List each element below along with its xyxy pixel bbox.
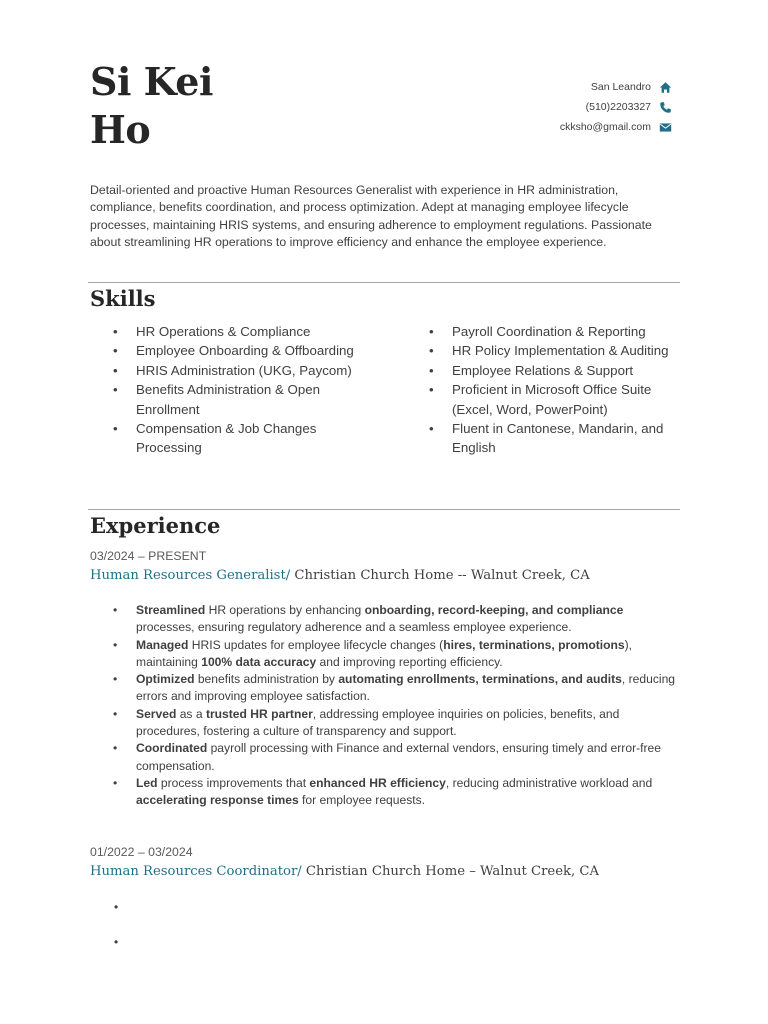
bullet-text: as a (176, 706, 206, 721)
bullet-text: ), maintaining (136, 637, 633, 669)
job-bullet (136, 740, 676, 775)
skill-item: • Employee Relations & Support (452, 361, 680, 380)
bullet-emphasis: Managed (136, 637, 189, 652)
bullet-emphasis: 100% data accuracy (201, 654, 317, 669)
contact-email (560, 117, 672, 137)
job-bullet (136, 706, 676, 741)
skill-item: • Employee Onboarding & Offboarding (136, 341, 371, 360)
name-line-1: Si Kei (90, 59, 213, 104)
phone-icon (659, 101, 672, 114)
skills-heading: Skills (90, 286, 156, 311)
professional-summary: Detail-oriented and proactive Human Resources Generalist with experience in HR administration, compliance, benefits coordination, and process optimization. Adept at managing employee lifecycle processes, maintaining HRIS systems, and ensuring adherence to employment regulations. Passionate about streamlining HR operations to improve efficiency and enhance the employee experience. (90, 183, 652, 249)
bullet-text: and improving reporting efficiency. (316, 654, 503, 669)
job-dates: 01/2022 – 03/2024 (90, 845, 193, 859)
empty-bullet: • (114, 935, 119, 949)
job-dates: 03/2024 – PRESENT (90, 549, 207, 563)
bullet-text: process improvements that (157, 775, 310, 790)
location-text: San Leandro (590, 81, 651, 93)
skill-item: • HRIS Administration (UKG, Paycom) (136, 361, 371, 380)
bullet-text: , reducing administrative workload and (445, 775, 653, 790)
candidate-name (90, 58, 213, 154)
bullet-text: , reducing errors and improving employee satisfaction. (136, 672, 676, 704)
job-bullet (136, 775, 676, 810)
skill-item: • HR Policy Implementation & Auditing (452, 341, 680, 360)
phone-text: (510)2203327 (585, 101, 651, 113)
skills-list-left (136, 322, 371, 458)
home-icon (659, 81, 672, 94)
experience-heading: Experience (90, 513, 221, 538)
job-bullet (136, 637, 676, 672)
skill-item: • Payroll Coordination & Reporting (452, 322, 680, 341)
job-company: Christian Church Home – Walnut Creek, CA (301, 864, 599, 879)
bullet-emphasis: onboarding, record-keeping, and compliance (364, 603, 624, 617)
job-title: Human Resources Coordinator/ (90, 864, 302, 879)
bullet-emphasis: Served (136, 706, 177, 721)
job-heading (90, 864, 599, 879)
bullet-emphasis: automating enrollments, terminations, and audits (338, 672, 622, 687)
bullet-emphasis: Optimized (136, 672, 195, 687)
bullet-text: HRIS updates for employee lifecycle changes ( (188, 637, 444, 652)
bullet-text: , addressing employee inquiries on policies, benefits, and procedures, fostering a culture of transparency and support. (136, 706, 620, 739)
job-company: Christian Church Home -- Walnut Creek, CA (290, 568, 590, 583)
bullet-text: for employee requests. (298, 793, 426, 808)
bullet-emphasis: Streamlined (136, 603, 206, 617)
bullet-emphasis: enhanced HR efficiency (309, 775, 446, 790)
skill-item: • Benefits Administration & Open Enrollment (136, 380, 371, 419)
job-title: Human Resources Generalist/ (90, 568, 291, 583)
contact-block (560, 77, 672, 137)
skill-item: • Proficient in Microsoft Office Suite (Excel, Word, PowerPoint) (452, 380, 680, 419)
section-divider (88, 509, 680, 510)
skill-item: • HR Operations & Compliance (136, 322, 371, 341)
name-line-2: Ho (90, 107, 151, 152)
bullet-emphasis: Coordinated (136, 741, 208, 756)
skill-item: • Compensation & Job Changes Processing (136, 419, 371, 458)
email-text[interactable]: ckksho@gmail.com (559, 121, 651, 133)
email-icon (659, 121, 672, 134)
job-bullet (136, 671, 676, 706)
skill-item: • Fluent in Cantonese, Mandarin, and English (452, 419, 680, 458)
bullet-emphasis: trusted HR partner (205, 706, 313, 721)
contact-phone (560, 97, 672, 117)
bullet-emphasis: Led (136, 775, 158, 790)
bullet-emphasis: accelerating response times (136, 793, 299, 808)
bullet-text: benefits administration by (194, 672, 339, 687)
section-divider (88, 282, 680, 283)
contact-location (560, 77, 672, 97)
job-bullet (136, 602, 676, 637)
bullet-text: payroll processing with Finance and external vendors, ensuring timely and error-free compensation. (136, 741, 661, 773)
skills-list-right (452, 322, 680, 458)
bullet-text: processes, ensuring regulatory adherence and a seamless employee experience. (136, 620, 572, 635)
job-heading (90, 568, 590, 583)
empty-bullet: • (114, 900, 119, 914)
bullet-text: HR operations by enhancing (205, 603, 365, 617)
job-bullets (136, 602, 676, 810)
bullet-emphasis: hires, terminations, promotions (443, 637, 625, 652)
